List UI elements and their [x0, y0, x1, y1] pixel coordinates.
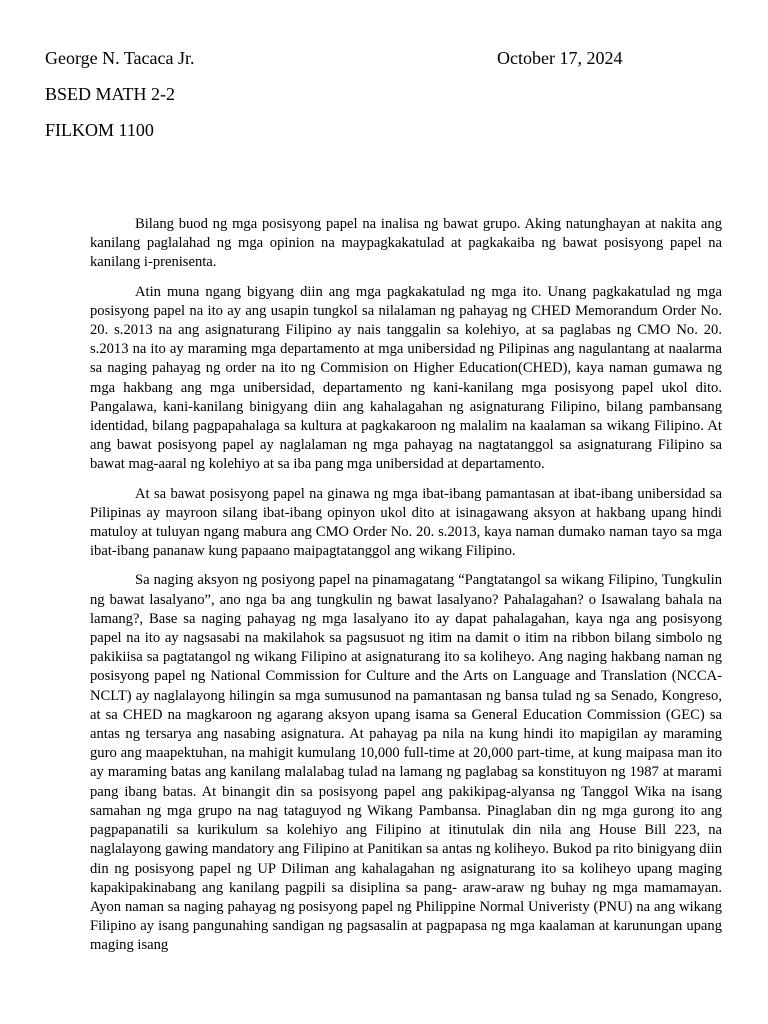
author-name: George N. Tacaca Jr. [45, 48, 195, 68]
paragraph-1: Bilang buod ng mga posisyong papel na inalisa ng bawat grupo. Aking natunghayan at nakita ang kanilang paglalahad ng mga opinion na maypagkakatulad at pagkakaiba ng bawat posisyong papel na kanilang i-prenisenta. [90, 216, 722, 271]
course-line [45, 82, 645, 118]
course-section: BSED MATH 2-2 [45, 84, 176, 104]
document-date: October 17, 2024 [497, 48, 623, 68]
paragraph-2: Atin muna ngang bigyang diin ang mga pagkakatulad ng mga ito. Unang pagkakatulad ng mga posisyong papel na ito ay ang usapin tungkol sa nilalaman ng pahayag ng CHED Memorandum Order No. 20. s.2013 na ang asignaturang Filipino ay nais tanggalin sa kolehiyo, at sa paglabas ng CMO No. 20. s.2013 na ito ay maraming mga departamento at mga unibersidad ng Pilipinas ang nagulantang at naalarma sa naging pahayag ng order na ito ng Commision on Higher Education(CHED), kaya naman gumawa ng mga hakbang ang mga unibersidad, departamento ng kani-kanilang mga posisyong papel ukol dito. Pangalawa, kani-kanilang binigyang diin ang kahalagahan ng asignaturang Filipino, bilang pambansang identidad, bilang pagpapahalaga sa kultura at pagkakaroon ng malalim na kaalaman sa wikang Filipino. At ang bawat posisyong papel ay naglalaman ng mga pahayag na nagtatanggol sa asignaturang Filipino sa bawat mag-aaral ng kolehiyo at sa iba pang mga unibersidad at departamento. [90, 283, 722, 473]
subject-line [45, 118, 645, 154]
subject-code: FILKOM 1100 [45, 120, 154, 140]
paragraph-4: Sa naging aksyon ng posiyong papel na pinamagatang “Pangtatangol sa wikang Filipino, Tungkulin ng bawat lasalyano”, ano nga ba ang tungkulin ng bawat lasalyano? Pahalagahan? o Isawalang bahala na lamang?, Base sa naging pahayag ng mga lasalyano ito ay dapat pahalagahan, kaya nga ang posisyong papel na ito ay nagsasabi na makilahok sa pagsusuot ng itim na damit o itim na ribbon bilang simbolo ng pakikiisa sa pagtatangol ng wikang Filipino at asignaturang ito sa koliheyo. Ang naging hakbang naman ng posisyong papel ng National Commission for Culture and the Arts on Language and Translation (NCCA-NCLT) ay naglalayong hilingin sa mga sumusunod na pamantasan ng bansa tulad ng sa Senado, Kongreso, at sa CHED na magkaroon ng agarang aksyon upang isama sa General Education Commission (GEC) sa antas ng tersarya ang nasabing asignatura. At pahayag pa nila na kung hindi ito mapigilan ay maraming guro ang maapektuhan, na mahigit kumulang 10,000 full-time at 20,000 part-time, at kung maipasa man ito ay maraming batas ang kanilang malalabag tulad na lamang ng paglabag sa konstituyon ng 1987 at marami pang ibang batas. At binangit din sa posisyong papel ang pakikipag-alyansa ng Tanggol Wika na isang samahan ng mga grupo na nag tataguyod ng Wikang Pambansa. Pinaglaban din ng mga gurong ito ang pagpapanatili sa kurikulum sa kolehiyo ang Filipino at itinutulak din nila ang House Bill 223, na naglalayong gawing mandatory ang Filipino at Panitikan sa antas ng koliheyo. Bukod pa rito binigyang diin din ng posisyong papel ng UP Diliman ang kahalagahan ng asignaturang ito sa koliheyo upang maging kapakipakinabang ang kanilang pagpili sa disiplina sa pang- araw-araw ng buhay ng mga mamamayan. Ayon naman sa naging pahayag ng posisyong papel ng Philippine Normal Univeristy (PNU) na ang wikang Filipino ay isang pangunahing sandigan ng pagsasalin at pagpapasa ng mga kaalaman at karunungan upang maging isang [90, 572, 722, 954]
document-header [45, 46, 645, 154]
author-date-row [45, 46, 645, 82]
paragraph-3: At sa bawat posisyong papel na ginawa ng mga ibat-ibang pamantasan at ibat-ibang unibersidad sa Pilipinas ay mayroon silang ibat-ibang opinyon ukol dito at isinagawang aksyon at hakbang upang hindi matuloy at tuluyan ngang mabura ang CMO Order No. 20. s.2013, kaya naman dumako naman tayo sa mga ibat-ibang pananaw kung papaano maipagtatanggol ang wikang Filipino. [90, 485, 722, 560]
document-body [90, 215, 722, 956]
